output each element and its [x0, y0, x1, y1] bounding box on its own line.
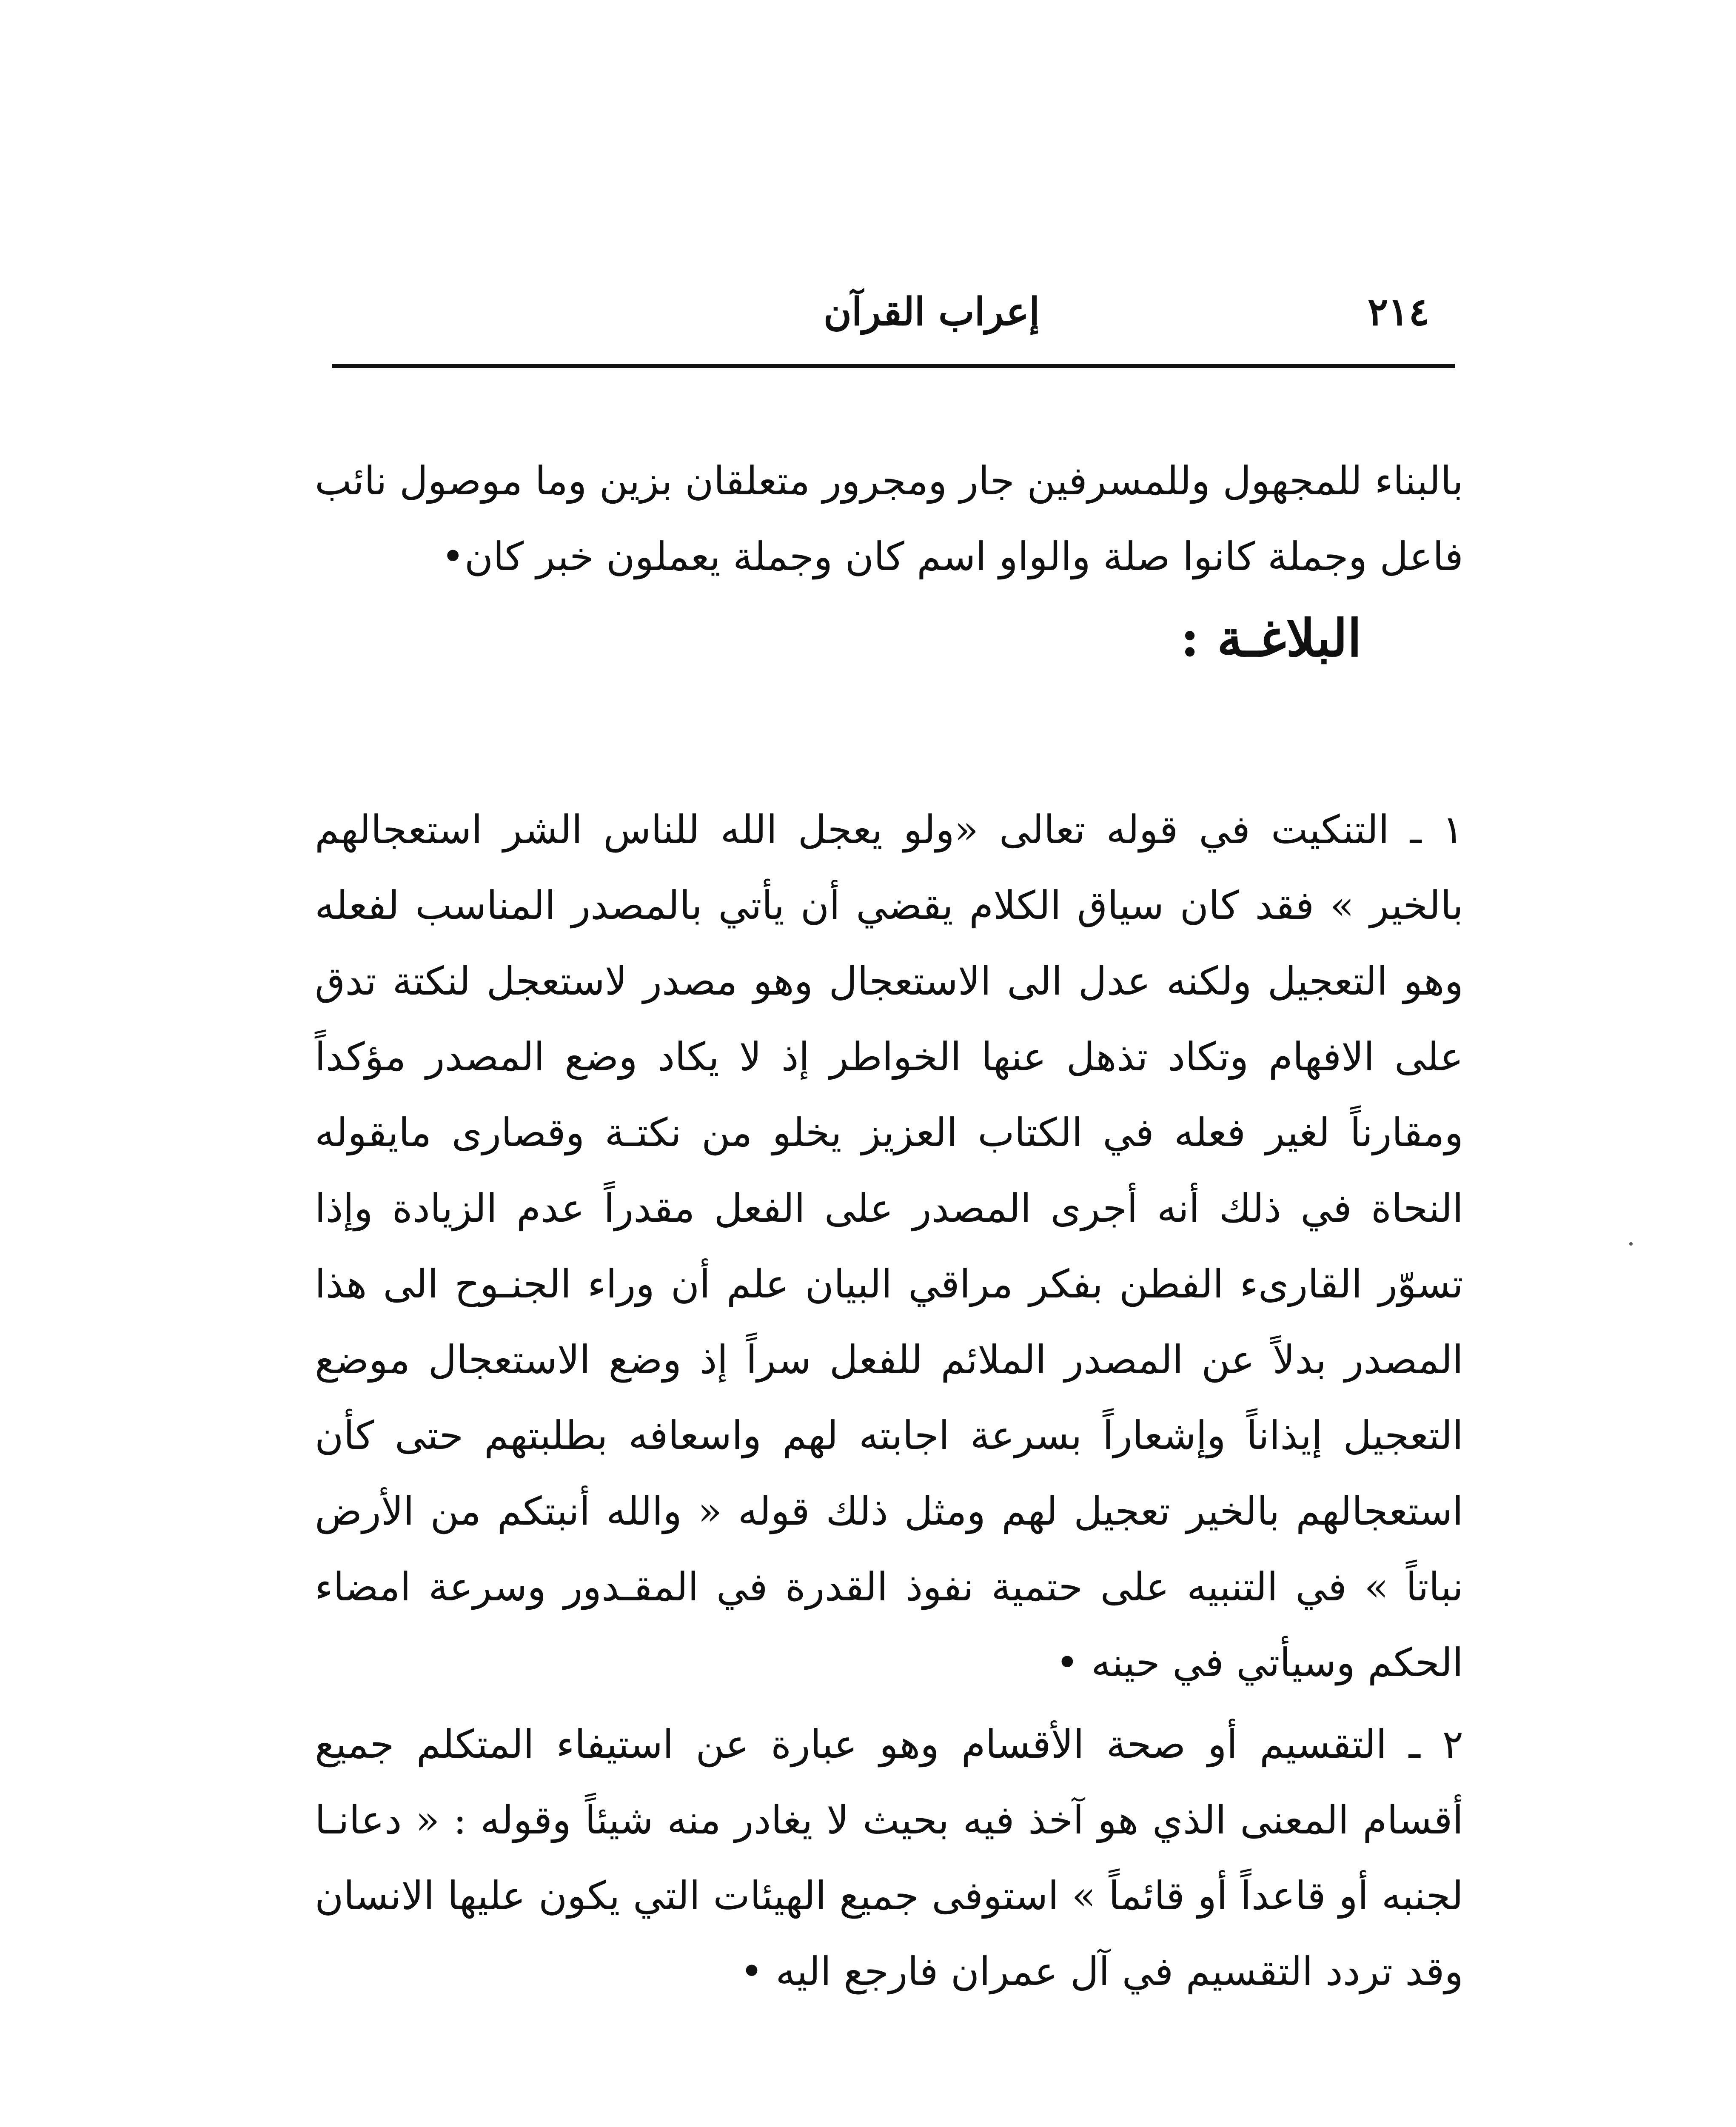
- header-divider: [332, 364, 1455, 368]
- paragraph-1: ١ ـ التنكيت في قوله تعالى «ولو يعجل الله للناس الشر استعجالهم بالخير » فقد كان سياق الكلام يقضي أن يأتي بالمصدر المناسب لفعله وهو التعجيل ولكنه عدل الى الاستعجال وهو مصدر لاستعجل لنكتة تدق على الافهام وتكاد تذهل عنها الخواطر إذ لا يكاد وضع المصدر مؤكداً ومقارناً لغير فعله في الكتاب العزيز يخلو من نكتـة وقصارى مايقوله النحاة في ذلك أنه أجرى المصدر على الفعل مقدراً عدم الزيادة وإذا تسوّر القارىء الفطن بفكر مراقي البيان علم أن وراء الجنـوح الى هذا المصدر بدلاً عن المصدر الملائم للفعل سراً إذ وضع الاستعجال موضع التعجيل إيذاناً وإشعاراً بسرعة اجابته لهم واسعافه بطلبتهم حتى كأن استعجالهم بالخير تعجيل لهم ومثل ذلك قوله « والله أنبتكم من الأرض نباتاً » في التنبيه على حتمية نفوذ القدرة في المقـدور وسرعة امضاء الحكم وسيأتي في حينه •: [315, 807, 1463, 1685]
- section-heading: البلاغـة :: [1180, 608, 1362, 668]
- intro-paragraph: بالبناء للمجهول وللمسرفين جار ومجرور متعلقان بزين وما موصول نائب فاعل وجملة كانوا صلة والواو اسم كان وجملة يعملون خبر كان•: [315, 458, 1464, 579]
- scan-speck: [1629, 1242, 1633, 1246]
- running-title: إعراب القرآن: [823, 289, 1040, 334]
- page-number: ٢١٤: [1367, 289, 1429, 334]
- paragraph-2: ٢ ـ التقسيم أو صحة الأقسام وهو عبارة عن استيفاء المتكلم جميع أقسام المعنى الذي هو آخذ فيه بحيث لا يغادر منه شيئاً وقوله : « دعانـا لجنبه أو قاعداً أو قائماً » استوفى جميع الهيئات التي يكون عليها الانسان وقد تردد التقسيم في آل عمران فارجع اليه •: [315, 1722, 1463, 1994]
- page-header: [332, 272, 1455, 349]
